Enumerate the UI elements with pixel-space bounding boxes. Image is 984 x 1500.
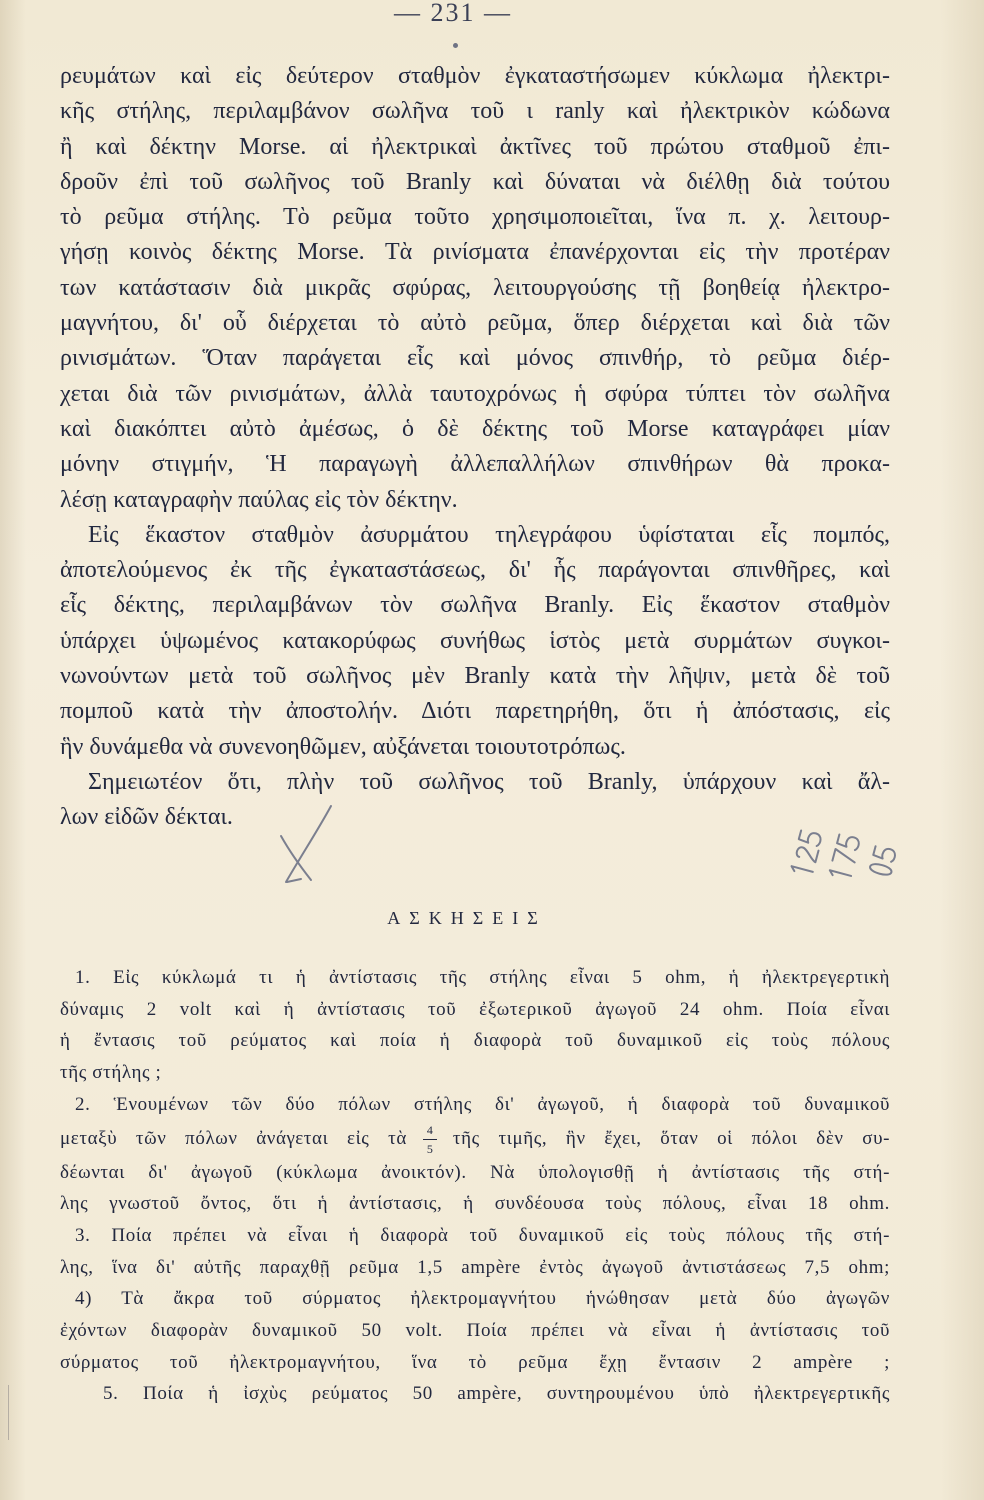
body-line: πομποῦ κατὰ τὴν ἀποστολήν. Διότι παρετηρήθη, ὅτι ἡ ἀπόστασις, εἰς: [60, 698, 890, 725]
paragraph-2: [60, 518, 890, 765]
scan-artifact-line: [8, 1385, 9, 1440]
body-line: λων εἰδῶν δέκται.: [60, 804, 233, 831]
fraction: [423, 1124, 437, 1155]
fraction-denominator: 5: [426, 1141, 433, 1156]
page-number: — 231 —: [394, 0, 512, 27]
exercise-5: [60, 1378, 890, 1410]
exercise-line: 3. Ποία πρέπει νὰ εἶναι ἡ διαφορὰ τοῦ δυναμικοῦ εἰς τοὺς πόλους τῆς στή-: [75, 1224, 890, 1246]
body-line: ὑπάρχει ὑψωμένος κατακορύφως συνήθως ἱστὸς μετὰ συρμάτων συγκοι-: [60, 627, 890, 654]
body-line: λέσῃ καταγραφὴν παύλας εἰς τὸν δέκτην.: [60, 486, 458, 513]
exercise-2: [60, 1089, 890, 1220]
body-line: τὸ ρεῦμα στήλης. Τὸ ρεῦμα τοῦτο χρησιμοποιεῖται, ἵνα π. χ. λειτουρ-: [60, 204, 890, 231]
body-line: κῆς στήλης, περιλαμβάνον σωλῆνα τοῦ ι ranly καὶ ἠλεκτρικὸν κώδωνα: [60, 98, 890, 125]
fraction-line-after: τῆς τιμῆς, ἣν ἔχει, ὅταν οἱ πόλοι δὲν συ-: [452, 1127, 891, 1149]
exercise-line: 2. Ἑνουμένων τῶν δύο πόλων στήλης δι' ἀγωγοῦ, ἡ διαφορὰ τοῦ δυναμικοῦ: [75, 1093, 890, 1115]
exercise-line-with-fraction: [60, 1121, 890, 1157]
exercise-line: 1. Εἰς κύκλωμά τι ἡ ἀντίστασις τῆς στήλης εἶναι 5 ohm, ἡ ἠλεκτρεγερτικὴ: [75, 967, 890, 988]
exercise-line: λης γνωστοῦ ὄντος, ὅτι ἡ ἀντίστασις, ἡ συνδέουσα τοὺς πόλους, εἶναι 18 ohm.: [60, 1193, 890, 1215]
exercise-line: τῆς στήλης ;: [60, 1062, 162, 1084]
exercise-list: [60, 962, 890, 1410]
paragraph-3: [60, 765, 890, 836]
exercise-1: [60, 962, 890, 1089]
exercise-line: δέωνται δι' ἀγωγοῦ (κύκλωμα ἀνοικτόν). Νὰ ὑπολογισθῇ ἡ ἀντίστασις τῆς στή-: [60, 1161, 890, 1183]
body-line: γήσῃ κοινὸς δέκτης Morse. Τὰ ρινίσματα ἐπανέρχονται εἰς τὴν προτέραν: [60, 239, 890, 266]
fraction-numerator: 4: [423, 1124, 437, 1140]
body-line: των κατάστασιν διὰ μικρᾶς σφύρας, λειτουργούσης τῇ βοηθείᾳ ἠλεκτρο-: [60, 274, 890, 301]
exercise-line: σύρματος τοῦ ἠλεκτρομαγνήτου, ἵνα τὸ ρεῦμα ἔχῃ ἔντασιν 2 ampère ;: [60, 1351, 890, 1373]
body-line: ἀποτελούμενος ἐκ τῆς ἐγκαταστάσεως, δι' ἧς παράγονται σπινθῆρες, καὶ: [60, 557, 890, 584]
body-line: ἢ καὶ δέκτην Morse. αἱ ἠλεκτρικαὶ ἀκτῖνες τοῦ πρώτου σταθμοῦ ἐπι-: [60, 133, 890, 160]
exercise-line: ἐχόντων διαφορὰν δυναμικοῦ 50 volt. Ποία πρέπει νὰ εἶναι ἡ ἀντίστασις τοῦ: [60, 1320, 890, 1342]
body-line: μαγνήτου, δι' οὗ διέρχεται τὸ αὐτὸ ρεῦμα, ὅπερ διέρχεται καὶ διὰ τῶν: [60, 310, 890, 337]
body-line: καὶ διακόπτει αὐτὸ ἀμέσως, ὁ δὲ δέκτης τοῦ Morse καταγράφει μίαν: [60, 415, 890, 442]
exercise-3: [60, 1220, 890, 1283]
body-text: [60, 59, 890, 836]
paragraph-1: [60, 59, 890, 518]
exercise-line: 4) Τὰ ἄκρα τοῦ σύρματος ἠλεκτρομαγνήτου ἡνώθησαν μετὰ δύο ἀγωγῶν: [75, 1288, 890, 1310]
body-line: εἷς δέκτης, περιλαμβάνων τὸν σωλῆνα Branly. Εἰς ἕκαστον σταθμὸν: [60, 592, 890, 619]
exercise-line: 5. Ποία ἡ ἰσχὺς ρεύματος 50 ampère, συντηρουμένου ὑπὸ ἠλεκτρεγερτικῆς: [103, 1383, 890, 1405]
body-line: ρινισμάτων. Ὅταν παράγεται εἷς καὶ μόνος σπινθήρ, τὸ ρεῦμα διέρ-: [60, 345, 890, 372]
fraction-line-before: μεταξὺ τῶν πόλων ἀνάγεται εἰς τὰ: [60, 1127, 407, 1149]
exercise-line: λης, ἵνα δι' αὐτῆς παραχθῇ ρεῦμα 1,5 ampère ἐντὸς ἀγωγοῦ ἀντιστάσεως 7,5 ohm;: [60, 1256, 890, 1278]
exercise-line: ἡ ἔντασις τοῦ ρεύματος καὶ ποία ἡ διαφορὰ τοῦ δυναμικοῦ εἰς τοὺς πόλους: [60, 1030, 890, 1052]
body-line: ρευμάτων καὶ εἰς δεύτερον σταθμὸν ἐγκαταστήσωμεν κύκλωμα ἠλεκτρι-: [60, 63, 890, 89]
body-line: ἣν δυνάμεθα νὰ συνενοηθῶμεν, αὐξάνεται τοιουτοτρόπως.: [60, 733, 626, 760]
body-line: νωνούντων μετὰ τοῦ σωλῆνος μὲν Branly κατὰ τὴν λῆψιν, μετὰ δὲ τοῦ: [60, 663, 890, 690]
exercises-heading: ΑΣΚΗΣΕΙΣ: [387, 908, 547, 928]
body-line: χεται διὰ τῶν ρινισμάτων, ἀλλὰ ταυτοχρόνως ἡ σφύρα τύπτει τὸν σωλῆνα: [60, 380, 890, 407]
print-speck: [453, 43, 458, 48]
exercise-4: [60, 1283, 890, 1378]
body-line: Εἰς ἕκαστον σταθμὸν ἀσυρμάτου τηλεγράφου ὑφίσταται εἷς πομπός,: [88, 521, 890, 548]
exercise-line: δύναμις 2 volt καὶ ἡ ἀντίστασις τοῦ ἐξωτερικοῦ ἀγωγοῦ 24 ohm. Ποία εἶναι: [60, 998, 890, 1020]
body-line: Σημειωτέον ὅτι, πλὴν τοῦ σωλῆνος τοῦ Branly, ὑπάρχουν καὶ ἄλ-: [88, 768, 890, 795]
body-line: δροῦν ἐπὶ τοῦ σωλῆνος τοῦ Branly καὶ δύναται νὰ διέλθῃ διὰ τούτου: [60, 168, 890, 195]
body-line: μόνην στιγμήν, Ἡ παραγωγὴ ἀλλεπαλλήλων σπινθήρων θὰ προκα-: [60, 451, 890, 478]
